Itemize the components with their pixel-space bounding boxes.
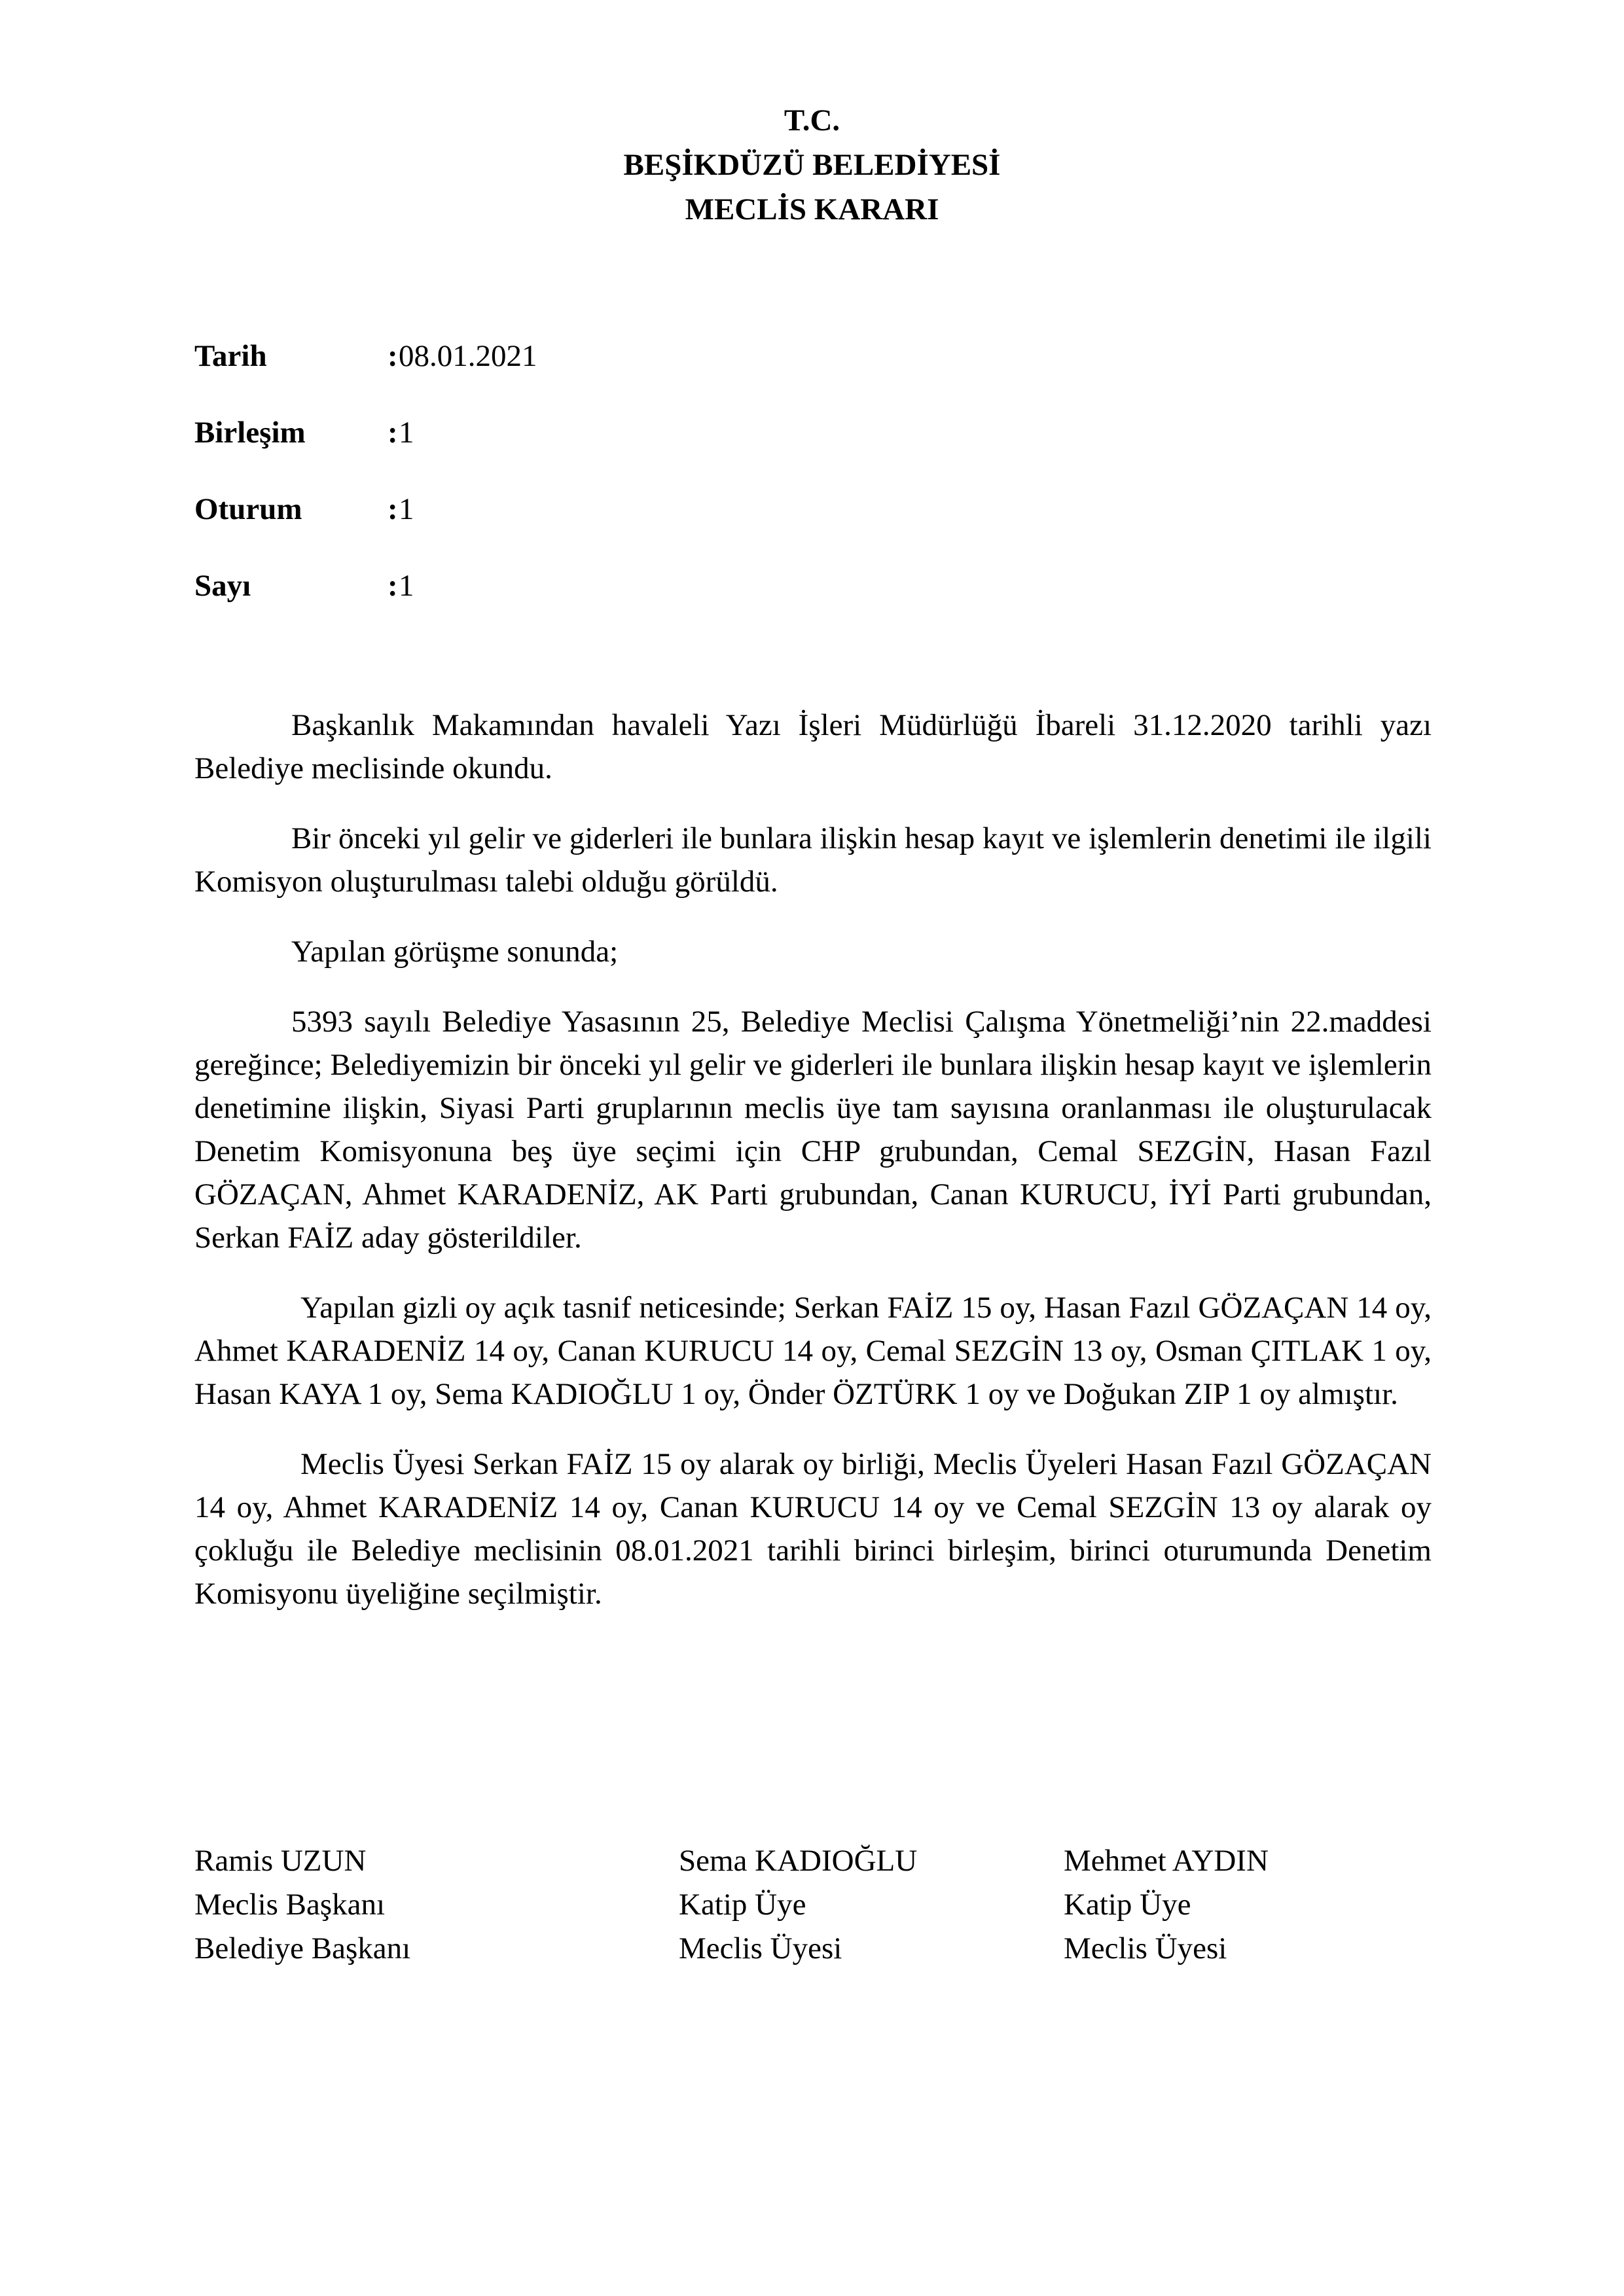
body-paragraph: Başkanlık Makamından havaleli Yazı İşleri Müdürlüğü İbareli 31.12.2020 tarihli yazı Belediye meclisinde okundu. — [194, 708, 1432, 785]
meta-label: Birleşim — [194, 416, 306, 450]
signature-chairman — [194, 1839, 410, 1971]
document-header — [0, 98, 1624, 232]
meta-colon: : — [388, 492, 398, 526]
decision-body — [194, 704, 1432, 1642]
signatory-title: Katip Üye — [679, 1888, 806, 1922]
signatory-title: Meclis Üyesi — [679, 1931, 842, 1965]
signatory-title: Katip Üye — [1064, 1888, 1191, 1922]
meta-colon: : — [388, 416, 398, 450]
body-paragraph: 5393 sayılı Belediye Yasasının 25, Belediye Meclisi Çalışma Yönetmeliği’nin 22.maddesi gereğince; Belediyemizin bir önceki yıl gelir ve giderleri ile bunlara ilişkin hesap kayıt ve işlemlerin denetimine ilişkin, Siyasi Parti gruplarının meclis üye tam sayısına oranlanması ile oluşturulacak Denetim Komisyonuna beş üye seçimi için CHP grubundan, Cemal SEZGİN, Hasan Fazıl GÖZAÇAN, Ahmet KARADENİZ, AK Parti grubundan, Canan KURUCU, İYİ Parti grubundan, Serkan FAİZ aday gösterildiler. — [194, 1005, 1432, 1255]
meta-label: Tarih — [194, 339, 267, 373]
signatory-name: Mehmet AYDIN — [1064, 1844, 1269, 1878]
meta-colon: : — [388, 339, 398, 373]
signatory-title: Meclis Üyesi — [1064, 1931, 1227, 1965]
body-paragraph: Yapılan gizli oy açık tasnif neticesinde; Serkan FAİZ 15 oy, Hasan Fazıl GÖZAÇAN 14 oy, Ahmet KARADENİZ 14 oy, Canan KURUCU 14 oy, Cemal SEZGİN 13 oy, Osman ÇITLAK 1 oy, Hasan KAYA 1 oy, Sema KADIOĞLU 1 oy, Önder ÖZTÜRK 1 oy ve Doğukan ZIP 1 oy almıştır. — [194, 1291, 1432, 1411]
body-paragraph: Meclis Üyesi Serkan FAİZ 15 oy alarak oy birliği, Meclis Üyeleri Hasan Fazıl GÖZAÇAN 14 oy, Ahmet KARADENİZ 14 oy, Canan KURUCU 14 oy ve Cemal SEZGİN 13 oy alarak oy çokluğu ile Belediye meclisinin 08.01.2021 tarihli birinci birleşim, birinci oturumunda Denetim Komisyonu üyeliğine seçilmiştir. — [194, 1447, 1432, 1611]
body-paragraph: Bir önceki yıl gelir ve giderleri ile bunlara ilişkin hesap kayıt ve işlemlerin denetimi ile ilgili Komisyon oluşturulması talebi olduğu görüldü. — [194, 821, 1432, 899]
body-paragraph: Yapılan görüşme sonunda; — [291, 935, 619, 969]
meta-colon: : — [388, 569, 398, 603]
signature-clerk-2 — [1064, 1839, 1269, 1971]
meta-label: Sayı — [194, 569, 251, 603]
signatory-name: Sema KADIOĞLU — [679, 1844, 918, 1878]
meta-value: 08.01.2021 — [399, 339, 537, 373]
meta-value: 1 — [399, 416, 414, 450]
meta-label: Oturum — [194, 492, 302, 526]
signatory-title: Meclis Başkanı — [194, 1888, 386, 1922]
meta-value: 1 — [399, 569, 414, 603]
header-document-type: MECLİS KARARI — [685, 192, 939, 226]
signatory-title: Belediye Başkanı — [194, 1931, 411, 1965]
header-institution: BEŞİKDÜZÜ BELEDİYESİ — [623, 148, 1001, 182]
meta-value: 1 — [399, 492, 414, 526]
header-country: T.C. — [784, 103, 840, 137]
signatory-name: Ramis UZUN — [194, 1844, 367, 1878]
signature-clerk-1 — [679, 1839, 917, 1971]
